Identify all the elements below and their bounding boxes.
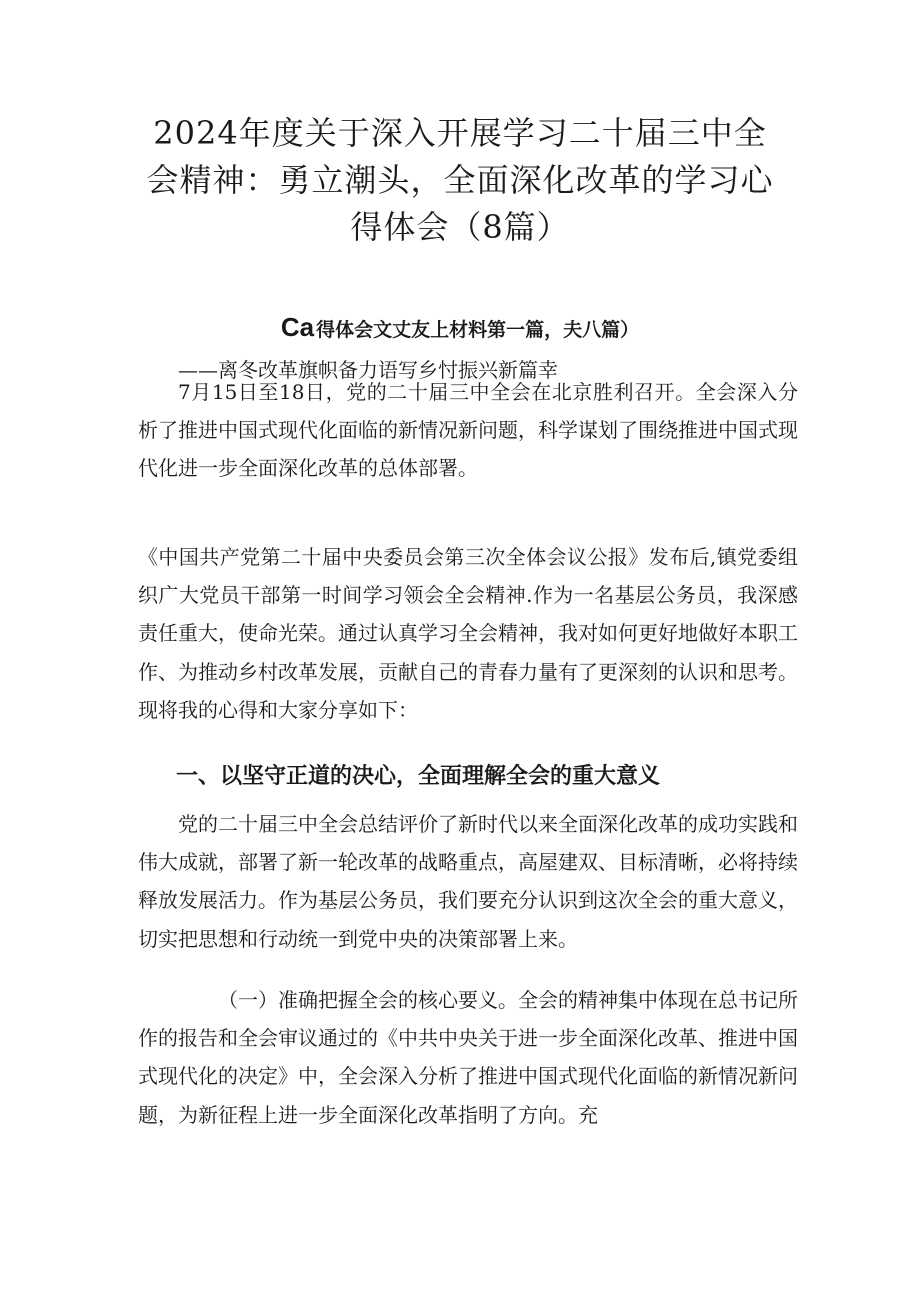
paragraph-significance: 党的二十届三中全会总结评价了新时代以来全面深化改革的成功实践和伟大成就，部署了新一轮改革的战略重点，高屋建双、目标清晰，必将持续释放发展活力。作为基层公务员，我们要充分认识到这次全会的重大意义，切实把思想和行动统一到党中央的决策部署上来。 [138,812,798,951]
section-heading-1: 一、以坚守正道的决心，全面理解全会的重大意义 [176,764,661,789]
paragraph-intro: 7月15日至18日，党的二十届三中全会在北京胜利召开。全会深入分析了推进中国式现代化面临的新情况新问题，科学谋划了围绕推进中国式现代化进一步全面深化改革的总体部署。 [138,380,798,481]
paragraph-communique: 《中国共产党第二十届中央委员会第三次全体会议公报》发布后,镇党委组织广大党员干部第一时间学习领会全会精神.作为一名基层公务员，我深感责任重大，使命光荣。通过认真学习全会精神，我对如何更好地做好本职工作、为推动乡村改革发展，贡献自己的青春力量有了更深刻的认识和思考。现将我的心得和大家分享如下： [138,545,798,722]
document-title: 2024年度关于深入开展学习二十届三中全会精神：勇立潮头，全面深化改革的学习心得体会（8篇） [146,114,774,246]
article-subtitle: ——离冬改革旗帜备力语写乡忖振兴新篇幸 [178,358,558,382]
subhead-text: 得体会文丈友上材料第一篇，夫八篇） [316,319,640,341]
subhead-prefix: Ca [280,312,315,342]
paragraph-core-essence: （一）准确把握全会的核心要义。全会的精神集中体现在总书记所作的报告和全会审议通过的《中共中央关于进一步全面深化改革、推进中国式现代化的决定》中，全会深入分析了推进中国式现代化面临的新情况新问题，为新征程上进一步全面深化改革指明了方向。充 [138,988,798,1127]
section-subhead [140,312,780,345]
